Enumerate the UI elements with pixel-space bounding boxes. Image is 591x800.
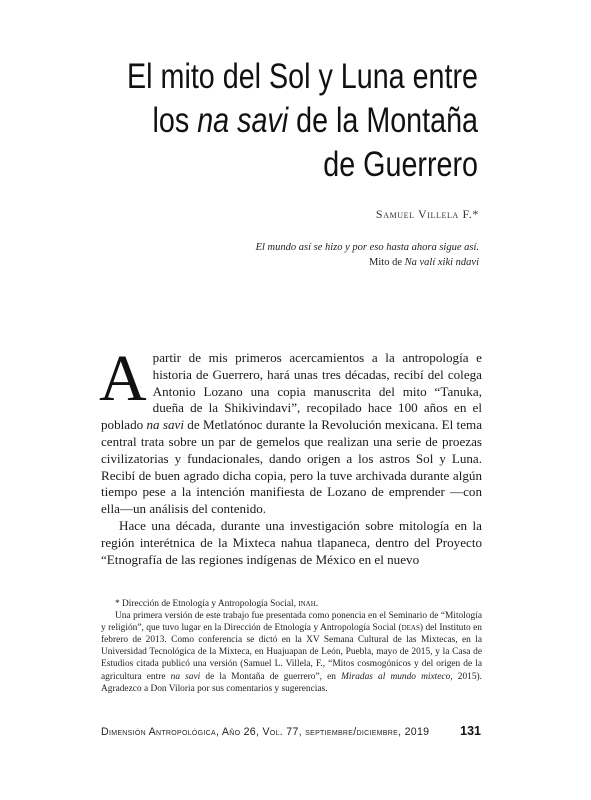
paragraph-1-part-a: partir de mis primeros acercamientos a la antropología e historia de Guerrero, hará unas tres décadas, recibí del colega Antonio Lozano una copia manuscrita del mito “Tanuka, dueña de la Shikivindavi”, recopilado hace 100 años en el poblado	[101, 350, 482, 433]
page-footer	[101, 726, 481, 738]
footnote-presentation	[101, 610, 482, 695]
title-line-2	[127, 99, 478, 143]
epigraph-source-pre: Mito de	[369, 257, 405, 268]
epigraph-source-title: Na valí xiki ndavi	[404, 257, 479, 268]
epigraph-source	[256, 255, 479, 270]
footnote-affiliation-text: * Dirección de Etnología y Antropología Social,	[115, 599, 299, 609]
drop-cap: A	[99, 342, 147, 415]
epigraph-quote: El mundo así se hizo y por eso hasta ahora sigue así.	[255, 242, 479, 253]
paragraph-1	[99, 342, 482, 518]
article-title	[127, 55, 478, 187]
paragraph-1-part-b: de Metlatónoc durante la Revolución mexicana. El tema central trata sobre un par de gemelos que realizan una serie de proezas civilizatorias y fundacionales, dando origen a los astros Sol y Luna. Recibí de buen agrado dicha copia, pero la tuve archivada durante algún tiempo pese a la intención manifiesta de Lozano de emprender —con ella—un análisis del contenido.	[101, 417, 482, 517]
footnote-part-c: de la Montaña de guerrero”, en	[200, 671, 342, 682]
title-line-1: El mito del Sol y Luna entre	[127, 57, 478, 96]
journal-citation: Dimensión Antropológica, Año 26, Vol. 77, septiembre/diciembre, 2019	[101, 726, 430, 738]
footnote-part-a: Una primera versión de este trabajo fue presentada como ponencia en el Seminario de “Mitología y religión”, que tuvo lugar en la Dirección de Etnología y Antropología Social (	[101, 611, 482, 634]
footnote-em-1: na savi	[170, 671, 201, 682]
footnote-part-d: , 2015). Agradezco a Don Viloria por sus comentarios y sugerencias.	[101, 671, 482, 694]
title-line-2-post: de la Montaña	[288, 101, 478, 140]
footnote-affiliation-end: .	[315, 599, 319, 609]
paragraph-1-em: na savi	[146, 417, 184, 433]
footnote-part-b: ) del Instituto en febrero de 2013. Como conferencia se dictó en la XV Semana Cultural de las Mixtecas, en la Universidad Tecnológica de la Mixteca, en Huajuapan de León, Puebla, mayo de 2015, y la Casa de Estudios citada publicó una versión (Samuel L. Villela, F., “Mitos cosmogónicos y del origen de la agricultura entre	[101, 623, 482, 682]
author-name: Samuel Villela F.*	[375, 207, 479, 221]
title-line-3: de Guerrero	[323, 145, 478, 184]
body-text	[99, 342, 482, 568]
footnote-em-2: Miradas al mundo mixteco	[341, 671, 451, 682]
footnote-acronym: deas	[401, 623, 420, 634]
epigraph	[256, 240, 479, 270]
footnote-affiliation	[101, 598, 482, 610]
footnotes	[101, 598, 482, 695]
title-line-2-em: na savi	[197, 101, 289, 140]
paragraph-2: Hace una década, durante una investigación sobre mitología en la región interétnica de la Mixteca nahua tlapaneca, dentro del Proyecto “Etnografía de las regiones indígenas de México en el nuevo	[101, 517, 482, 567]
page-number: 131	[460, 724, 481, 738]
footnote-affiliation-acronym: inah	[298, 599, 316, 609]
title-line-2-pre: los	[152, 101, 198, 140]
